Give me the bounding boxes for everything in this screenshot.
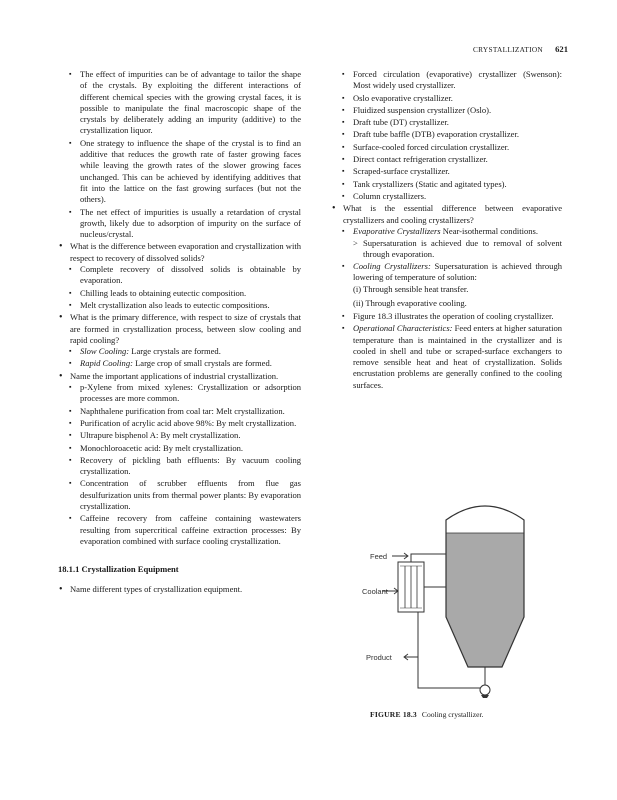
page-number: 621 bbox=[555, 44, 568, 54]
pump-icon bbox=[480, 685, 490, 695]
question-evaporation-vs-crystallization: • What is the difference between evaporation and crystallization with respect to recovery of dissolved solids? bbox=[58, 241, 301, 264]
right-column bbox=[331, 69, 562, 392]
coolant-label: Coolant bbox=[362, 587, 388, 596]
cooling-crystallizer-figure bbox=[360, 490, 540, 710]
list-item: ▪ Direct contact refrigeration crystallizer. bbox=[331, 154, 562, 165]
list-item: ▪ Figure 18.3 illustrates the operation of cooling crystallizer. bbox=[331, 311, 562, 322]
exchanger-outlet-pipe bbox=[411, 554, 446, 562]
sub-item: (i) Through sensible heat transfer. bbox=[353, 284, 469, 295]
list-item: ▪ Ultrapure bisphenol A: By melt crystallization. bbox=[58, 430, 301, 441]
header-title: CRYSTALLIZATION bbox=[472, 45, 543, 54]
list-item: ▪ Complete recovery of dissolved solids is obtainable by evaporation. bbox=[58, 264, 301, 287]
term: Slow Cooling: bbox=[80, 346, 130, 357]
list-item: ▪ Surface-cooled forced circulation crystallizer. bbox=[331, 142, 562, 153]
question-applications: • Name the important applications of industrial crystallization. bbox=[58, 371, 301, 382]
product-label: Product bbox=[366, 653, 392, 662]
figure-caption bbox=[370, 710, 484, 719]
list-item: ▪ Column crystallizers. bbox=[331, 191, 562, 202]
list-item: ▪ Purification of acrylic acid above 98%: By melt crystallization. bbox=[58, 418, 301, 429]
term-text: Near-isothermal conditions. bbox=[440, 225, 538, 236]
list-item: ▪ Scraped-surface crystallizer. bbox=[331, 166, 562, 177]
figure-caption-text: Cooling crystallizer. bbox=[421, 710, 484, 719]
list-item: ▪ Monochloroacetic acid: By melt crystallization. bbox=[58, 443, 301, 454]
list-item bbox=[58, 358, 301, 369]
left-column bbox=[58, 69, 301, 596]
list-item: ▪ One strategy to influence the shape of the crystal is to find an additive that reduces the growth rate of faster growing faces while leaving the growth rates of the slower growing faces unchanged. This can be achieved by identifying additives that fit into the lattice on the fast growing surfaces (but not the others). bbox=[58, 138, 301, 206]
list-item bbox=[331, 261, 562, 284]
list-item bbox=[58, 346, 301, 357]
list-item: ▪ Chilling leads to obtaining eutectic composition. bbox=[58, 288, 301, 299]
pump-base-icon bbox=[481, 695, 489, 698]
list-item: ▪ p-Xylene from mixed xylenes: Crystallization or adsorption processes are more common. bbox=[58, 382, 301, 405]
term-text: Large crop of small crystals are formed. bbox=[132, 358, 272, 369]
list-item: ▪ Oslo evaporative crystallizer. bbox=[331, 93, 562, 104]
running-header bbox=[473, 44, 568, 54]
list-item: ▪ Naphthalene purification from coal tar: Melt crystallization. bbox=[58, 406, 301, 417]
sub-item: > Supersaturation is achieved due to removal of solvent through evaporation. bbox=[331, 238, 562, 261]
list-item bbox=[331, 323, 562, 391]
list-item: ▪ Concentration of scrubber effluents from flue gas desulfurization units from thermal power plants: By evaporation crystallization. bbox=[58, 478, 301, 512]
list-item: ▪ Fluidized suspension crystallizer (Oslo). bbox=[331, 105, 562, 116]
term: Operational Characteristics: bbox=[353, 323, 453, 334]
feed-arrow bbox=[392, 553, 408, 559]
term-text: Feed enters at higher saturation temperature than is maintained in the crystallizer and is cooled in shell and tube or scraped-surface exchangers to remove sensible heat and heat of crystallization. Solids encrustation problems are generally confined to the cooling surfaces. bbox=[353, 323, 562, 390]
list-item: ▪ Forced circulation (evaporative) crystallizer (Swenson): Most widely used crystallizer. bbox=[331, 69, 562, 92]
list-item: ▪ Melt crystallization also leads to eutectic compositions. bbox=[58, 300, 301, 311]
feed-label: Feed bbox=[370, 552, 388, 561]
list-item: ▪ The effect of impurities can be of advantage to tailor the shape of the crystals. By exploiting the different interactions of different chemical species with the growing crystal faces, it is possible to manipulate the final macroscopic shape of the crystals by deliberately adding an impurity (additive) to the crystallization liquor. bbox=[58, 69, 301, 137]
list-item: ▪ Tank crystallizers (Static and agitated types). bbox=[331, 179, 562, 190]
sub-item: (ii) Through evaporative cooling. bbox=[353, 297, 467, 308]
list-item bbox=[331, 226, 562, 237]
term: Cooling Crystallizers: bbox=[353, 260, 431, 271]
question-evaporative-vs-cooling: • What is the essential difference between evaporative crystallizers and cooling crystallizers? bbox=[331, 203, 562, 226]
list-item: ▪ Caffeine recovery from caffeine containing wastewaters resulting from supercritical caffeine extraction processes: By evaporation combined with surface cooling crystallization. bbox=[58, 513, 301, 547]
term: Rapid Cooling: bbox=[80, 358, 133, 369]
list-item: ▪ Draft tube (DT) crystallizer. bbox=[331, 117, 562, 128]
question-cooling-rate: • What is the primary difference, with respect to size of crystals that are formed in crystallization process, between slow cooling and rapid cooling? bbox=[58, 312, 301, 346]
term: Evaporative Crystallizers bbox=[353, 225, 441, 236]
list-item: ▪ The net effect of impurities is usually a retardation of crystal growth, likely due to adsorption of impurity on the surface of nucleus/crystal. bbox=[58, 207, 301, 241]
list-item: ▪ Draft tube baffle (DTB) evaporation crystallizer. bbox=[331, 129, 562, 140]
term-text: Supersaturation is achieved through lowering of temperature of solution: bbox=[353, 260, 562, 283]
figure-label: FIGURE 18.3 bbox=[370, 710, 417, 719]
vessel-liquid bbox=[446, 533, 524, 667]
section-heading: 18.1.1 Crystallization Equipment bbox=[58, 564, 179, 575]
question-equipment-types: • Name different types of crystallization equipment. bbox=[58, 584, 301, 595]
product-pipe bbox=[404, 654, 418, 660]
term-text: Large crystals are formed. bbox=[129, 346, 221, 357]
list-item: ▪ Recovery of pickling bath effluents: By vacuum cooling crystallization. bbox=[58, 455, 301, 478]
